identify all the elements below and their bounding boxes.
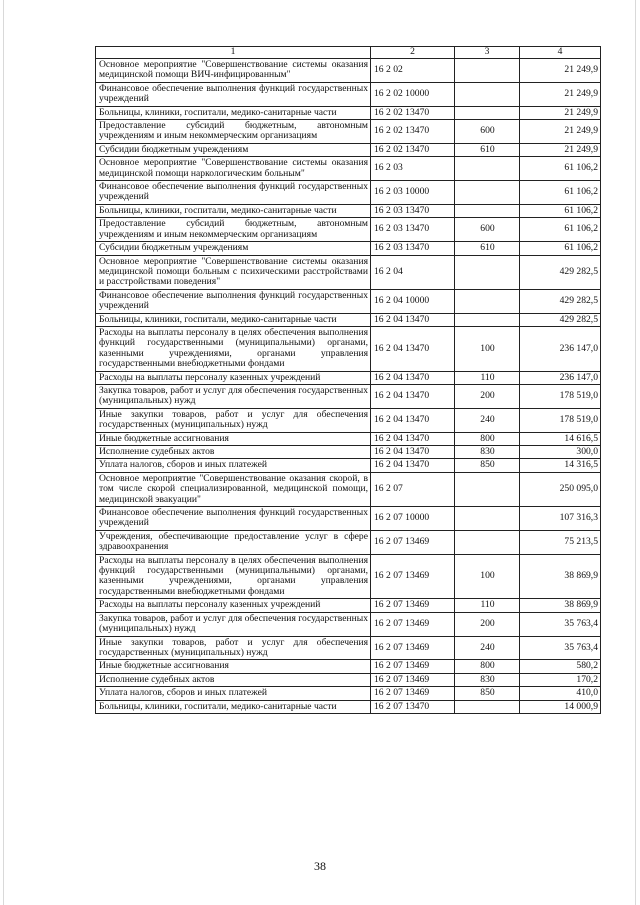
row-type-cell	[455, 472, 520, 506]
row-code-cell: 16 2 07 13469	[371, 599, 455, 612]
table-row	[96, 157, 601, 181]
row-type-cell	[455, 157, 520, 181]
table-body	[96, 59, 601, 714]
table-row	[96, 82, 601, 106]
row-code-cell: 16 2 07 13470	[371, 700, 455, 713]
table-row	[96, 507, 601, 531]
row-code-cell: 16 2 04 13470	[371, 408, 455, 432]
table-row	[96, 289, 601, 313]
row-type-cell: 110	[455, 371, 520, 384]
row-code-cell: 16 2 03 13470	[371, 204, 455, 217]
table-row	[96, 371, 601, 384]
row-code-cell: 16 2 07 13469	[371, 673, 455, 686]
header-row	[96, 47, 601, 59]
row-code-cell: 16 2 03 13470	[371, 218, 455, 242]
row-amount-cell: 21 249,9	[520, 106, 601, 119]
row-type-cell: 100	[455, 326, 520, 371]
row-type-cell: 830	[455, 673, 520, 686]
row-name-cell: Субсидии бюджетным учреждениям	[96, 143, 371, 156]
row-code-cell: 16 2 07	[371, 472, 455, 506]
row-amount-cell: 580,2	[520, 660, 601, 673]
table-row	[96, 432, 601, 445]
table-row	[96, 120, 601, 144]
row-amount-cell: 410,0	[520, 687, 601, 700]
row-name-cell: Финансовое обеспечение выполнения функций государственных учреждений	[96, 289, 371, 313]
row-type-cell: 830	[455, 446, 520, 459]
row-type-cell	[455, 289, 520, 313]
row-type-cell: 850	[455, 459, 520, 472]
table-row	[96, 204, 601, 217]
table-row	[96, 530, 601, 554]
row-amount-cell: 38 869,9	[520, 599, 601, 612]
row-amount-cell: 75 213,5	[520, 530, 601, 554]
table-row	[96, 384, 601, 408]
row-name-cell: Расходы на выплаты персоналу казенных учреждений	[96, 599, 371, 612]
row-code-cell: 16 2 07 13469	[371, 660, 455, 673]
row-name-cell: Расходы на выплаты персоналу в целях обеспечения выполнения функций государственными (муниципальными) органами, казенными учреждениями, органами управления государственными внебюджетными фондами	[96, 554, 371, 599]
row-code-cell: 16 2 03 13470	[371, 242, 455, 255]
row-name-cell: Иные бюджетные ассигнования	[96, 660, 371, 673]
row-code-cell: 16 2 04 10000	[371, 289, 455, 313]
row-name-cell: Больницы, клиники, госпитали, медико-санитарные части	[96, 204, 371, 217]
row-code-cell: 16 2 04 13470	[371, 459, 455, 472]
row-type-cell	[455, 700, 520, 713]
row-code-cell: 16 2 04 13470	[371, 313, 455, 326]
row-name-cell: Основное мероприятие "Совершенствование оказания скорой, в том числе скорой специализированной, медицинской помощи, медицинской эвакуации"	[96, 472, 371, 506]
row-code-cell: 16 2 07 13469	[371, 612, 455, 636]
row-name-cell: Основное мероприятие "Совершенствование системы оказания медицинской помощи наркологическим больным"	[96, 157, 371, 181]
table-row	[96, 242, 601, 255]
table-row	[96, 326, 601, 371]
row-amount-cell: 21 249,9	[520, 120, 601, 144]
row-name-cell: Иные закупки товаров, работ и услуг для обеспечения государственных (муниципальных) нужд	[96, 408, 371, 432]
row-type-cell	[455, 106, 520, 119]
row-type-cell: 610	[455, 143, 520, 156]
row-amount-cell: 178 519,0	[520, 408, 601, 432]
row-code-cell: 16 2 07 13469	[371, 530, 455, 554]
row-code-cell: 16 2 02 10000	[371, 82, 455, 106]
table-row	[96, 181, 601, 205]
table-row	[96, 599, 601, 612]
table-row	[96, 660, 601, 673]
table-row	[96, 554, 601, 599]
table-row	[96, 472, 601, 506]
row-code-cell: 16 2 04 13470	[371, 446, 455, 459]
page-number: 38	[314, 859, 326, 873]
table-row	[96, 106, 601, 119]
row-amount-cell: 21 249,9	[520, 143, 601, 156]
row-name-cell: Финансовое обеспечение выполнения функций государственных учреждений	[96, 507, 371, 531]
row-code-cell: 16 2 07 10000	[371, 507, 455, 531]
row-amount-cell: 250 095,0	[520, 472, 601, 506]
row-code-cell: 16 2 03	[371, 157, 455, 181]
table-row	[96, 59, 601, 83]
row-code-cell: 16 2 04 13470	[371, 432, 455, 445]
row-type-cell: 110	[455, 599, 520, 612]
row-name-cell: Финансовое обеспечение выполнения функций государственных учреждений	[96, 181, 371, 205]
table-row	[96, 218, 601, 242]
table-row	[96, 459, 601, 472]
row-amount-cell: 236 147,0	[520, 371, 601, 384]
table-row	[96, 700, 601, 713]
row-name-cell: Уплата налогов, сборов и иных платежей	[96, 687, 371, 700]
row-code-cell: 16 2 03 10000	[371, 181, 455, 205]
row-name-cell: Закупка товаров, работ и услуг для обеспечения государственных (муниципальных) нужд	[96, 384, 371, 408]
row-type-cell	[455, 82, 520, 106]
row-amount-cell: 61 106,2	[520, 218, 601, 242]
row-type-cell: 800	[455, 432, 520, 445]
row-name-cell: Исполнение судебных актов	[96, 673, 371, 686]
row-code-cell: 16 2 04	[371, 255, 455, 289]
row-code-cell: 16 2 04 13470	[371, 326, 455, 371]
row-type-cell: 240	[455, 636, 520, 660]
row-type-cell: 100	[455, 554, 520, 599]
header-col-4: 4	[520, 47, 601, 59]
row-name-cell: Иные бюджетные ассигнования	[96, 432, 371, 445]
row-amount-cell: 170,2	[520, 673, 601, 686]
header-col-3: 3	[455, 47, 520, 59]
row-type-cell	[455, 181, 520, 205]
row-type-cell: 800	[455, 660, 520, 673]
table-row	[96, 687, 601, 700]
row-amount-cell: 14 616,5	[520, 432, 601, 445]
header-col-1: 1	[96, 47, 371, 59]
row-name-cell: Субсидии бюджетным учреждениям	[96, 242, 371, 255]
row-name-cell: Расходы на выплаты персоналу в целях обеспечения выполнения функций государственными (муниципальными) органами, казенными учреждениями, органами управления государственными внебюджетными фондами	[96, 326, 371, 371]
row-type-cell	[455, 204, 520, 217]
row-amount-cell: 236 147,0	[520, 326, 601, 371]
row-code-cell: 16 2 04 13470	[371, 371, 455, 384]
table-row	[96, 313, 601, 326]
row-name-cell: Основное мероприятие "Совершенствование системы оказания медицинской помощи больным с психическими расстройствами и расстройствами поведения"	[96, 255, 371, 289]
row-type-cell: 850	[455, 687, 520, 700]
row-amount-cell: 178 519,0	[520, 384, 601, 408]
page-edge-left	[3, 0, 4, 905]
row-name-cell: Уплата налогов, сборов и иных платежей	[96, 459, 371, 472]
header-col-2: 2	[371, 47, 455, 59]
row-code-cell: 16 2 02 13470	[371, 120, 455, 144]
row-type-cell: 200	[455, 384, 520, 408]
row-name-cell: Закупка товаров, работ и услуг для обеспечения государственных (муниципальных) нужд	[96, 612, 371, 636]
row-code-cell: 16 2 07 13469	[371, 554, 455, 599]
row-amount-cell: 429 282,5	[520, 313, 601, 326]
row-name-cell: Исполнение судебных актов	[96, 446, 371, 459]
row-code-cell: 16 2 02	[371, 59, 455, 83]
table-row	[96, 612, 601, 636]
row-name-cell: Предоставление субсидий бюджетным, автономным учреждениям и иным некоммерческим организациям	[96, 120, 371, 144]
row-code-cell: 16 2 07 13469	[371, 687, 455, 700]
table-row	[96, 143, 601, 156]
row-type-cell: 200	[455, 612, 520, 636]
row-amount-cell: 14 000,9	[520, 700, 601, 713]
row-name-cell: Больницы, клиники, госпитали, медико-санитарные части	[96, 313, 371, 326]
row-amount-cell: 14 316,5	[520, 459, 601, 472]
row-type-cell	[455, 530, 520, 554]
row-amount-cell: 61 106,2	[520, 157, 601, 181]
table-row	[96, 255, 601, 289]
row-name-cell: Основное мероприятие "Совершенствование системы оказания медицинской помощи ВИЧ-инфицированным"	[96, 59, 371, 83]
table-header	[96, 47, 601, 59]
table-row	[96, 446, 601, 459]
row-amount-cell: 107 316,3	[520, 507, 601, 531]
row-code-cell: 16 2 04 13470	[371, 384, 455, 408]
row-type-cell: 600	[455, 120, 520, 144]
table-row	[96, 408, 601, 432]
row-name-cell: Иные закупки товаров, работ и услуг для обеспечения государственных (муниципальных) нужд	[96, 636, 371, 660]
row-name-cell: Учреждения, обеспечивающие предоставление услуг в сфере здравоохранения	[96, 530, 371, 554]
row-amount-cell: 429 282,5	[520, 289, 601, 313]
row-type-cell: 240	[455, 408, 520, 432]
row-amount-cell: 429 282,5	[520, 255, 601, 289]
row-amount-cell: 35 763,4	[520, 636, 601, 660]
page-edge-right	[635, 0, 636, 905]
row-amount-cell: 21 249,9	[520, 59, 601, 83]
row-type-cell	[455, 255, 520, 289]
row-code-cell: 16 2 07 13469	[371, 636, 455, 660]
budget-table	[95, 46, 601, 714]
row-code-cell: 16 2 02 13470	[371, 106, 455, 119]
row-amount-cell: 61 106,2	[520, 181, 601, 205]
row-name-cell: Предоставление субсидий бюджетным, автономным учреждениям и иным некоммерческим организациям	[96, 218, 371, 242]
row-name-cell: Финансовое обеспечение выполнения функций государственных учреждений	[96, 82, 371, 106]
row-name-cell: Больницы, клиники, госпитали, медико-санитарные части	[96, 106, 371, 119]
row-amount-cell: 35 763,4	[520, 612, 601, 636]
row-code-cell: 16 2 02 13470	[371, 143, 455, 156]
table-row	[96, 673, 601, 686]
row-amount-cell: 61 106,2	[520, 204, 601, 217]
row-name-cell: Расходы на выплаты персоналу казенных учреждений	[96, 371, 371, 384]
row-type-cell: 600	[455, 218, 520, 242]
row-name-cell: Больницы, клиники, госпитали, медико-санитарные части	[96, 700, 371, 713]
table-row	[96, 636, 601, 660]
row-type-cell	[455, 507, 520, 531]
row-type-cell	[455, 313, 520, 326]
row-type-cell: 610	[455, 242, 520, 255]
row-amount-cell: 38 869,9	[520, 554, 601, 599]
row-amount-cell: 21 249,9	[520, 82, 601, 106]
row-type-cell	[455, 59, 520, 83]
row-amount-cell: 300,0	[520, 446, 601, 459]
row-amount-cell: 61 106,2	[520, 242, 601, 255]
